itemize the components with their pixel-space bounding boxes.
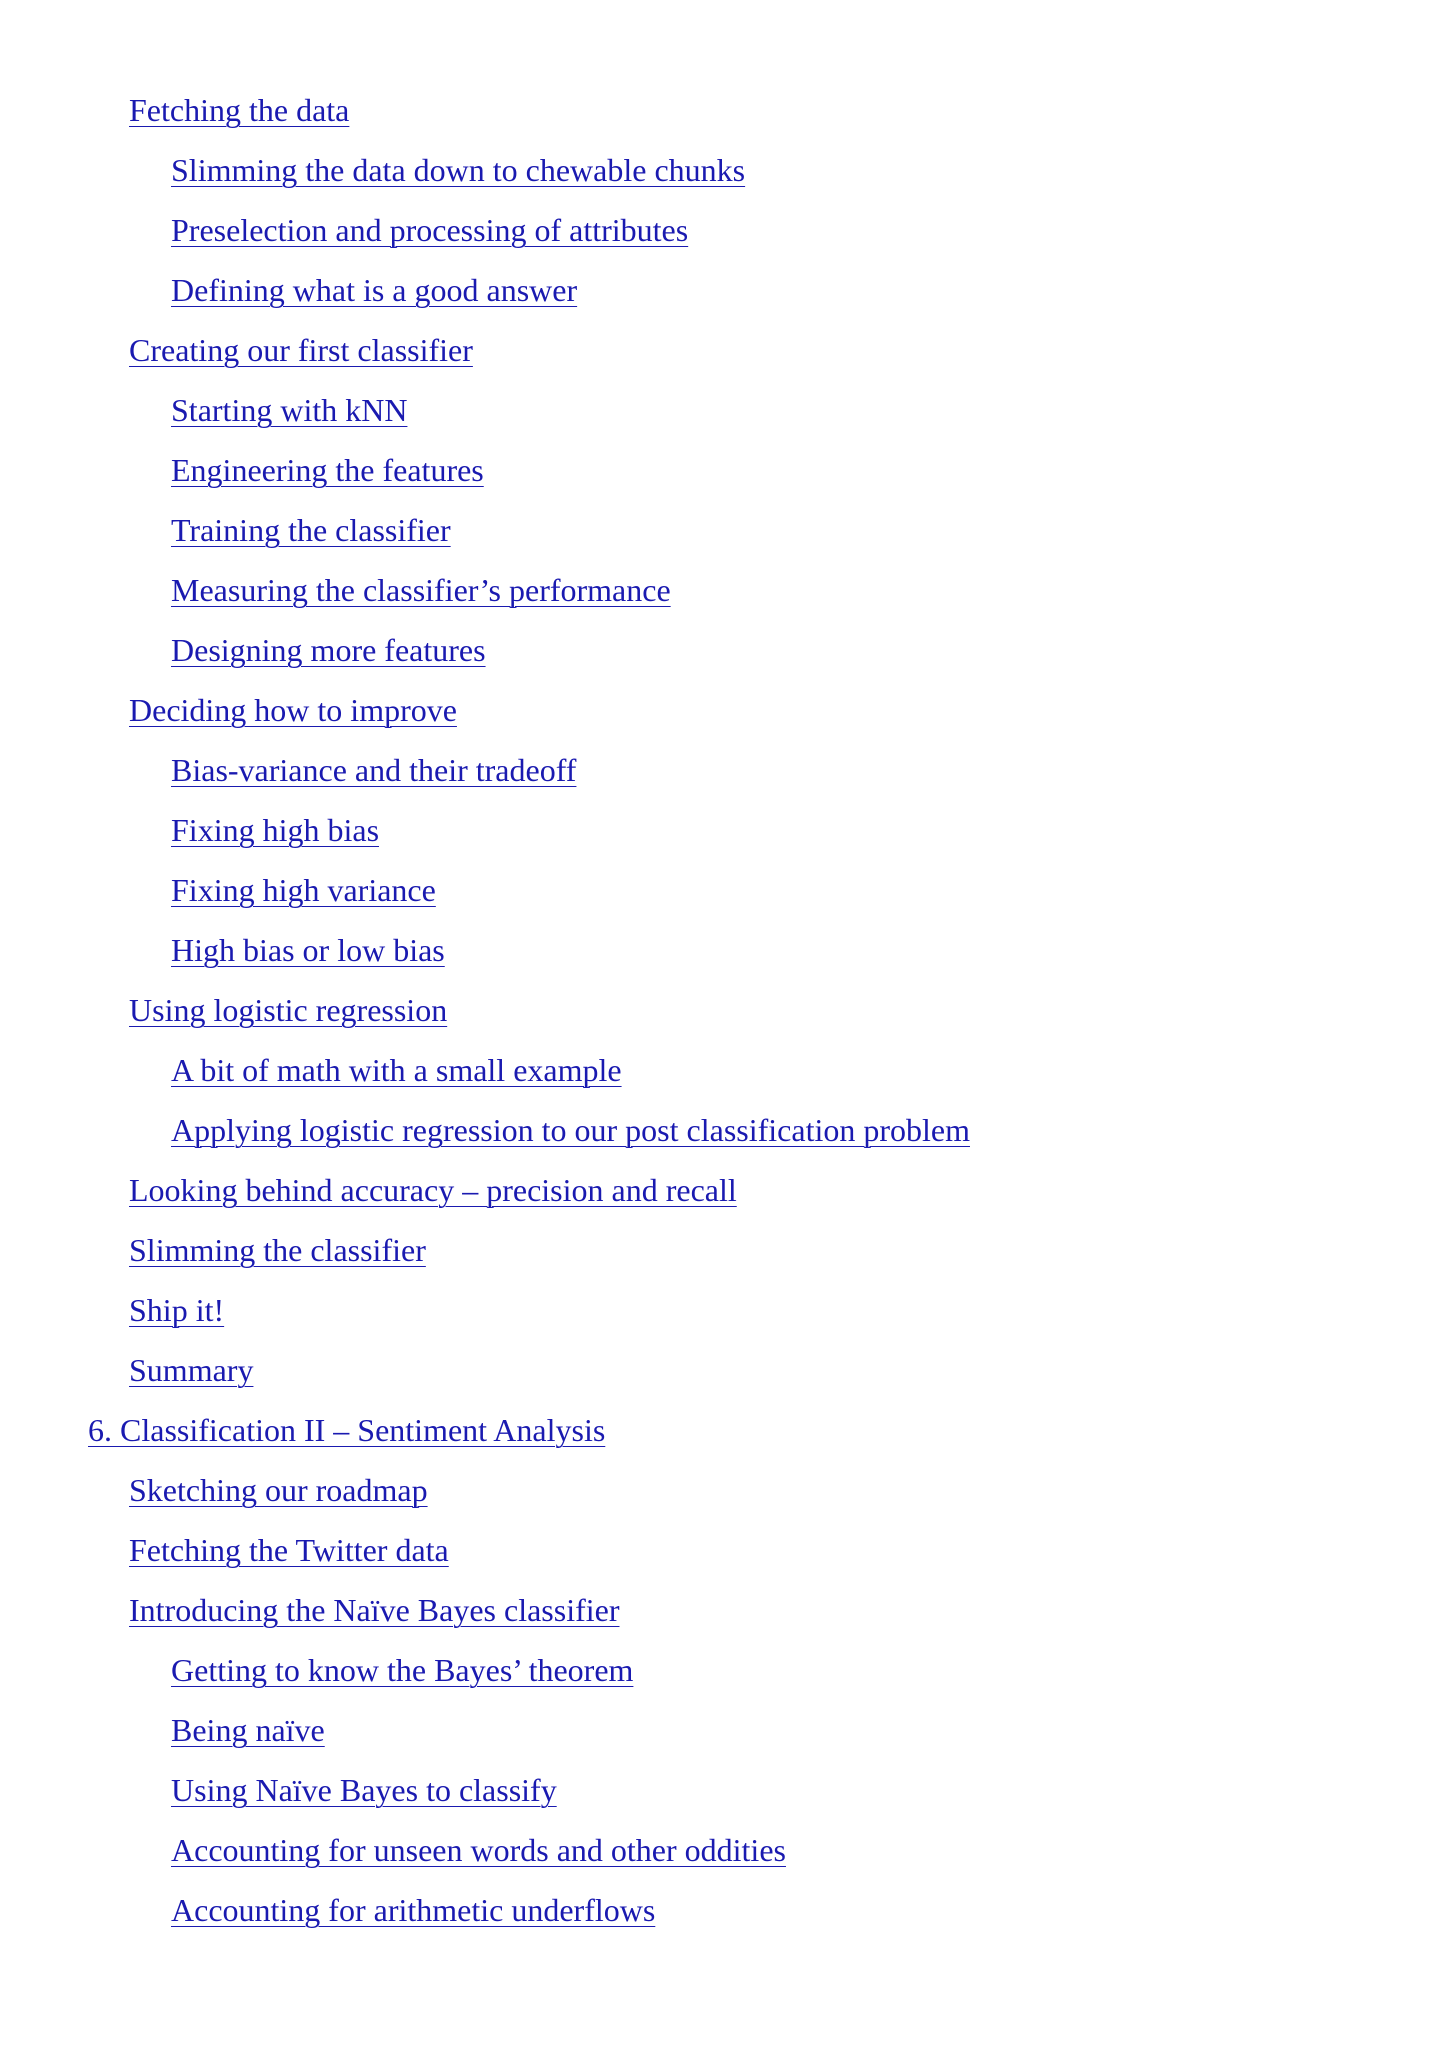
toc-section-entry [0, 1640, 970, 1700]
toc-section-link[interactable]: A bit of math with a small example [171, 1052, 622, 1088]
toc-section-entry [0, 260, 970, 320]
toc-section-entry [0, 1160, 970, 1220]
toc-section-link[interactable]: Fetching the data [129, 92, 350, 128]
toc-section-entry [0, 140, 970, 200]
toc-section-link[interactable]: Starting with kNN [171, 392, 408, 428]
toc-chapter-link[interactable]: 6. Classification II – Sentiment Analysis [88, 1412, 606, 1448]
toc-section-entry [0, 1520, 970, 1580]
toc-section-link[interactable]: Fixing high bias [171, 812, 380, 848]
toc-section-link[interactable]: Sketching our roadmap [129, 1472, 428, 1508]
toc-section-entry [0, 920, 970, 980]
toc-section-link[interactable]: Introducing the Naïve Bayes classifier [129, 1592, 620, 1628]
toc-section-entry [0, 560, 970, 620]
toc-section-entry [0, 440, 970, 500]
table-of-contents [0, 80, 970, 1940]
toc-section-link[interactable]: Applying logistic regression to our post classification problem [171, 1112, 970, 1148]
toc-section-link[interactable]: Slimming the classifier [129, 1232, 426, 1268]
toc-section-link[interactable]: High bias or low bias [171, 932, 445, 968]
toc-section-entry [0, 1580, 970, 1640]
toc-section-entry [0, 1460, 970, 1520]
toc-section-link[interactable]: Designing more features [171, 632, 486, 668]
toc-section-entry [0, 860, 970, 920]
toc-section-link[interactable]: Deciding how to improve [129, 692, 457, 728]
toc-section-link[interactable]: Slimming the data down to chewable chunks [171, 152, 746, 188]
toc-section-link[interactable]: Summary [129, 1352, 254, 1388]
toc-section-link[interactable]: Looking behind accuracy – precision and recall [129, 1172, 737, 1208]
toc-section-entry [0, 800, 970, 860]
toc-section-link[interactable]: Creating our first classifier [129, 332, 473, 368]
toc-section-entry [0, 1340, 970, 1400]
toc-section-entry [0, 500, 970, 560]
toc-section-entry [0, 380, 970, 440]
toc-section-link[interactable]: Fetching the Twitter data [129, 1532, 449, 1568]
toc-section-link[interactable]: Preselection and processing of attributes [171, 212, 689, 248]
toc-section-link[interactable]: Accounting for unseen words and other oddities [171, 1832, 786, 1868]
toc-section-entry [0, 1700, 970, 1760]
toc-section-entry [0, 320, 970, 380]
toc-section-entry [0, 1100, 970, 1160]
toc-section-link[interactable]: Defining what is a good answer [171, 272, 578, 308]
toc-section-link[interactable]: Getting to know the Bayes’ theorem [171, 1652, 634, 1688]
toc-section-entry [0, 680, 970, 740]
toc-section-link[interactable]: Accounting for arithmetic underflows [171, 1892, 656, 1928]
toc-section-link[interactable]: Being naïve [171, 1712, 325, 1748]
toc-section-entry [0, 1220, 970, 1280]
toc-section-link[interactable]: Ship it! [129, 1292, 225, 1328]
toc-section-entry [0, 620, 970, 680]
toc-section-entry [0, 740, 970, 800]
toc-chapter-entry [0, 1400, 970, 1460]
toc-section-link[interactable]: Bias-variance and their tradeoff [171, 752, 577, 788]
toc-section-entry [0, 1040, 970, 1100]
toc-section-link[interactable]: Using logistic regression [129, 992, 448, 1028]
toc-section-entry [0, 1820, 970, 1880]
toc-section-link[interactable]: Measuring the classifier’s performance [171, 572, 671, 608]
toc-section-entry [0, 200, 970, 260]
toc-section-link[interactable]: Fixing high variance [171, 872, 436, 908]
toc-section-link[interactable]: Training the classifier [171, 512, 451, 548]
toc-section-entry [0, 80, 970, 140]
toc-section-entry [0, 1760, 970, 1820]
toc-section-link[interactable]: Using Naïve Bayes to classify [171, 1772, 557, 1808]
toc-section-entry [0, 980, 970, 1040]
toc-section-link[interactable]: Engineering the features [171, 452, 484, 488]
toc-section-entry [0, 1880, 970, 1940]
toc-section-entry [0, 1280, 970, 1340]
